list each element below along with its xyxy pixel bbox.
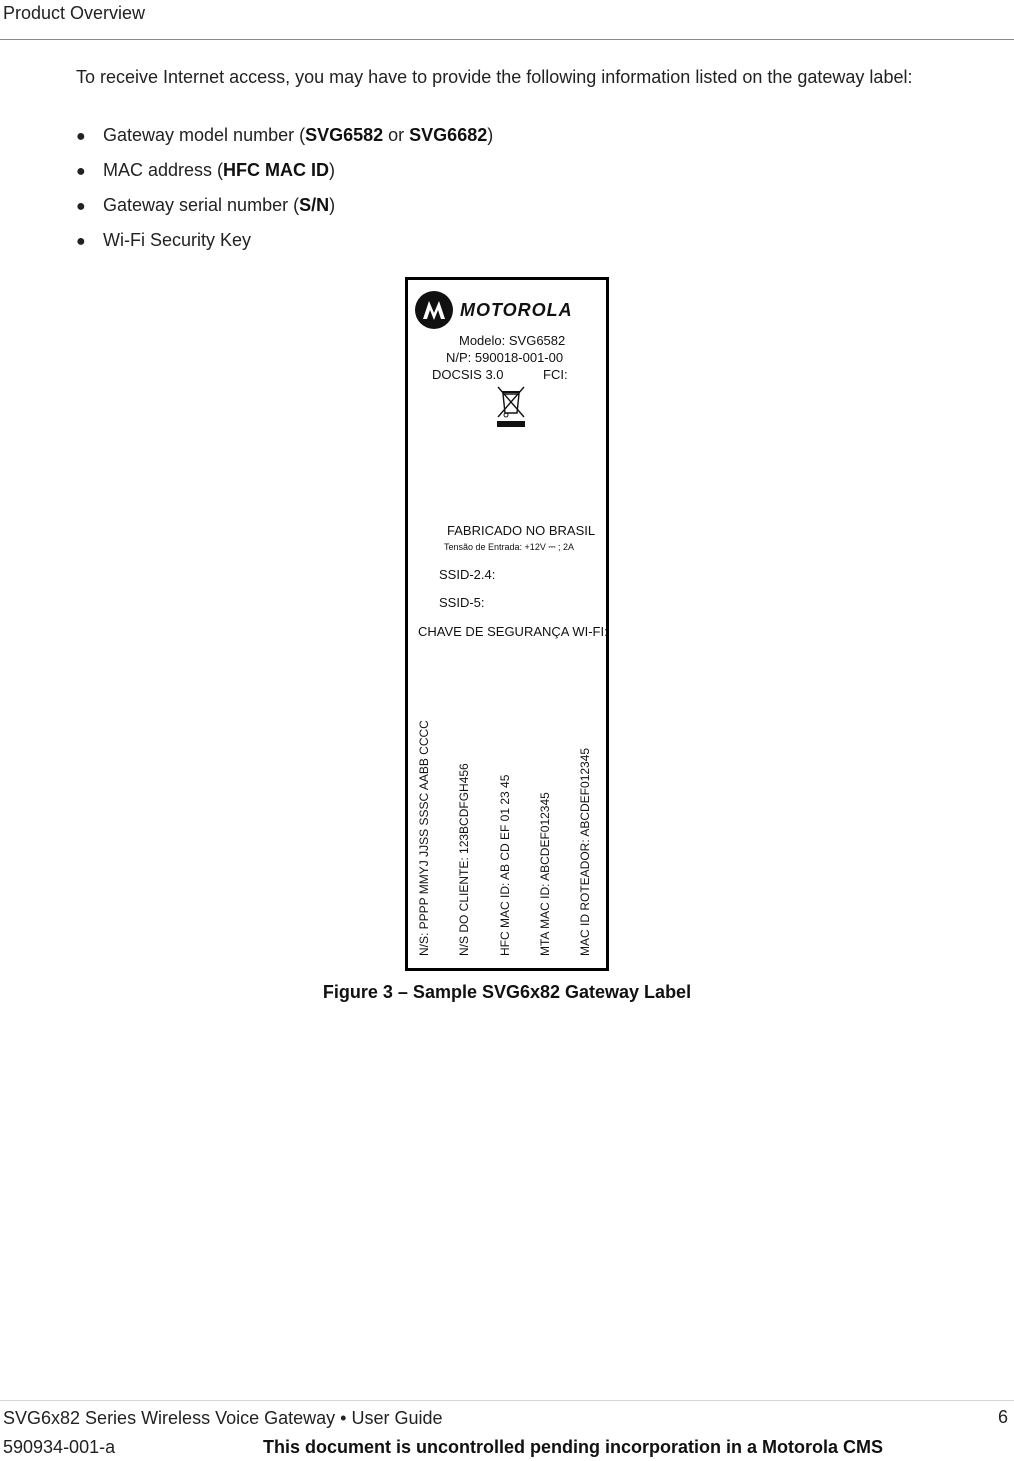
motorola-logo-icon bbox=[415, 291, 453, 329]
header-section-title: Product Overview bbox=[3, 3, 146, 23]
page-header bbox=[0, 0, 1014, 40]
list-item: ● Gateway model number (SVG6582 or SVG6682) bbox=[76, 124, 493, 159]
made-in-text: FABRICADO NO BRASIL bbox=[447, 523, 596, 538]
ssid-24-text: SSID-2.4: bbox=[439, 567, 496, 582]
router-mac-vertical: MAC ID ROTEADOR: ABCDEF012345 bbox=[578, 747, 592, 956]
info-list bbox=[76, 124, 493, 264]
bullet-icon: ● bbox=[76, 128, 86, 145]
bullet-icon: ● bbox=[76, 163, 86, 180]
footer-title: SVG6x82 Series Wireless Voice Gateway • User Guide bbox=[3, 1408, 443, 1428]
ssid-5-text: SSID-5: bbox=[439, 595, 485, 610]
footer-notice: This document is uncontrolled pending incorporation in a Motorola CMS bbox=[263, 1437, 883, 1457]
brand-name: MOTOROLA bbox=[460, 300, 573, 320]
mta-mac-vertical: MTA MAC ID: ABCDEF012345 bbox=[538, 792, 552, 956]
gateway-label-figure bbox=[405, 277, 609, 971]
page-number: 6 bbox=[997, 1407, 1008, 1427]
doc-number: 590934-001-a bbox=[3, 1437, 116, 1457]
hfc-mac-vertical: HFC MAC ID: AB CD EF 01 23 45 bbox=[498, 774, 512, 956]
list-item: ● Wi-Fi Security Key bbox=[76, 229, 493, 264]
serial-number-vertical: N/S: PPPP MMYJ JJSS SSSC AABB CCCC bbox=[417, 720, 431, 956]
bullet-icon: ● bbox=[76, 233, 86, 250]
list-item: ● MAC address (HFC MAC ID) bbox=[76, 159, 493, 194]
wifi-key-text: CHAVE DE SEGURANÇA WI-FI: bbox=[418, 624, 608, 639]
page-footer bbox=[0, 1400, 1014, 1461]
weee-bin-icon bbox=[494, 385, 528, 432]
part-number-text: N/P: 590018-001-00 bbox=[446, 350, 564, 365]
model-text: Modelo: SVG6582 bbox=[459, 333, 566, 348]
bullet-icon: ● bbox=[76, 198, 86, 215]
intro-paragraph: To receive Internet access, you may have to provide the following information listed on the gateway label: bbox=[76, 67, 913, 87]
fci-text: FCI: bbox=[543, 367, 568, 382]
customer-serial-vertical: N/S DO CLIENTE: 123BCDFGH456 bbox=[457, 763, 471, 956]
docsis-text: DOCSIS 3.0 bbox=[432, 367, 504, 382]
input-voltage-text: Tensão de Entrada: +12V ⎓ ; 2A bbox=[444, 542, 575, 552]
list-item: ● Gateway serial number (S/N) bbox=[76, 194, 493, 229]
figure-caption: Figure 3 – Sample SVG6x82 Gateway Label bbox=[322, 982, 692, 1002]
